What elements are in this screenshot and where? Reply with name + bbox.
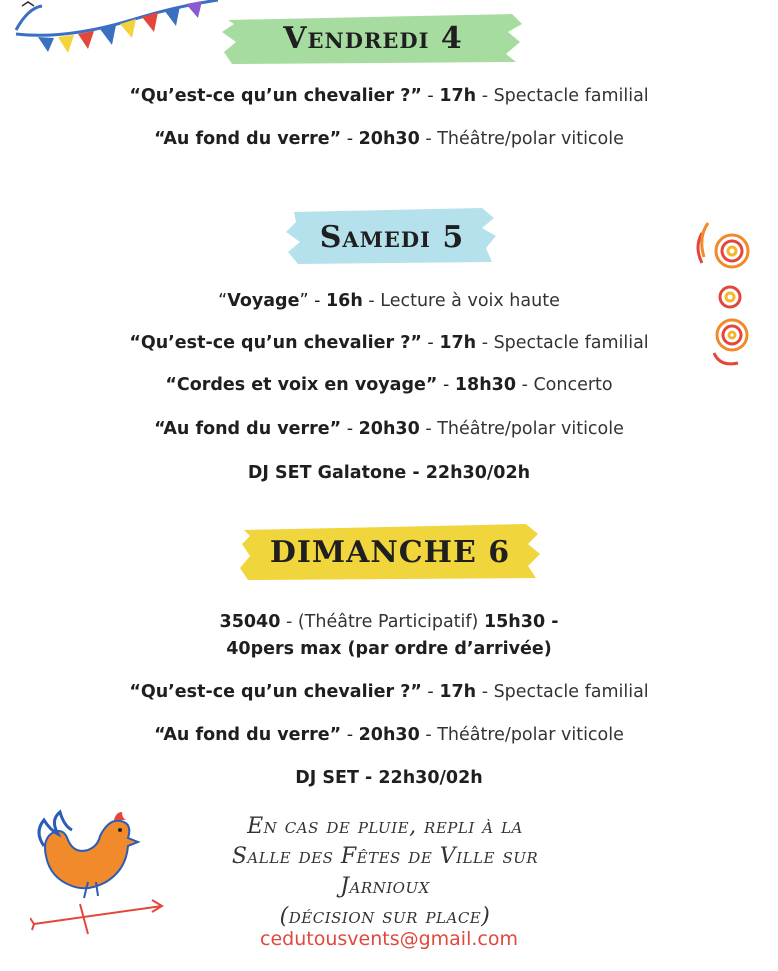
rooster-weathervane-icon (30, 806, 170, 936)
event-line: DJ SET - 22h30/02h (295, 768, 483, 788)
day-title: Samedi 5 (319, 219, 465, 255)
day-banner-vendredi (222, 10, 524, 66)
event-line: “Qu’est-ce qu’un chevalier ?” - 17h - Spectacle familial (129, 333, 649, 353)
event-line: DJ SET Galatone - 22h30/02h (247, 463, 531, 483)
event-line: 35040 - (Théâtre Participatif) 15h30 - (219, 612, 559, 632)
day-title: Vendredi 4 (283, 20, 463, 56)
rain-note-line: Salle des Fêtes de Ville sur Jarnioux (231, 844, 539, 899)
day-banner-samedi (286, 206, 498, 268)
event-line: 40pers max (par ordre d’arrivée) (226, 639, 552, 659)
rain-note-line: (décision sur place) (279, 904, 491, 929)
event-line: “Voyage” - 16h - Lecture à voix haute (218, 291, 560, 311)
event-line: “Cordes et voix en voyage” - 18h30 - Concerto (165, 375, 613, 395)
rain-note (220, 812, 550, 932)
contact-email[interactable]: cedutousvents@gmail.com (260, 928, 518, 950)
event-line: “Qu’est-ce qu’un chevalier ?” - 17h - Spectacle familial (129, 682, 649, 702)
rain-note-line: En cas de pluie, repli à la (247, 814, 523, 839)
bunting-flags-icon (8, 0, 218, 60)
event-line: “Au fond du verre” - 20h30 - Théâtre/polar viticole (154, 129, 624, 149)
day-banner-dimanche (240, 522, 540, 582)
day-title: DIMANCHE 6 (269, 534, 511, 570)
event-line: “Au fond du verre” - 20h30 - Théâtre/polar viticole (154, 725, 624, 745)
event-line: “Au fond du verre” - 20h30 - Théâtre/polar viticole (154, 419, 624, 439)
event-line: “Qu’est-ce qu’un chevalier ?” - 17h - Spectacle familial (129, 86, 649, 106)
